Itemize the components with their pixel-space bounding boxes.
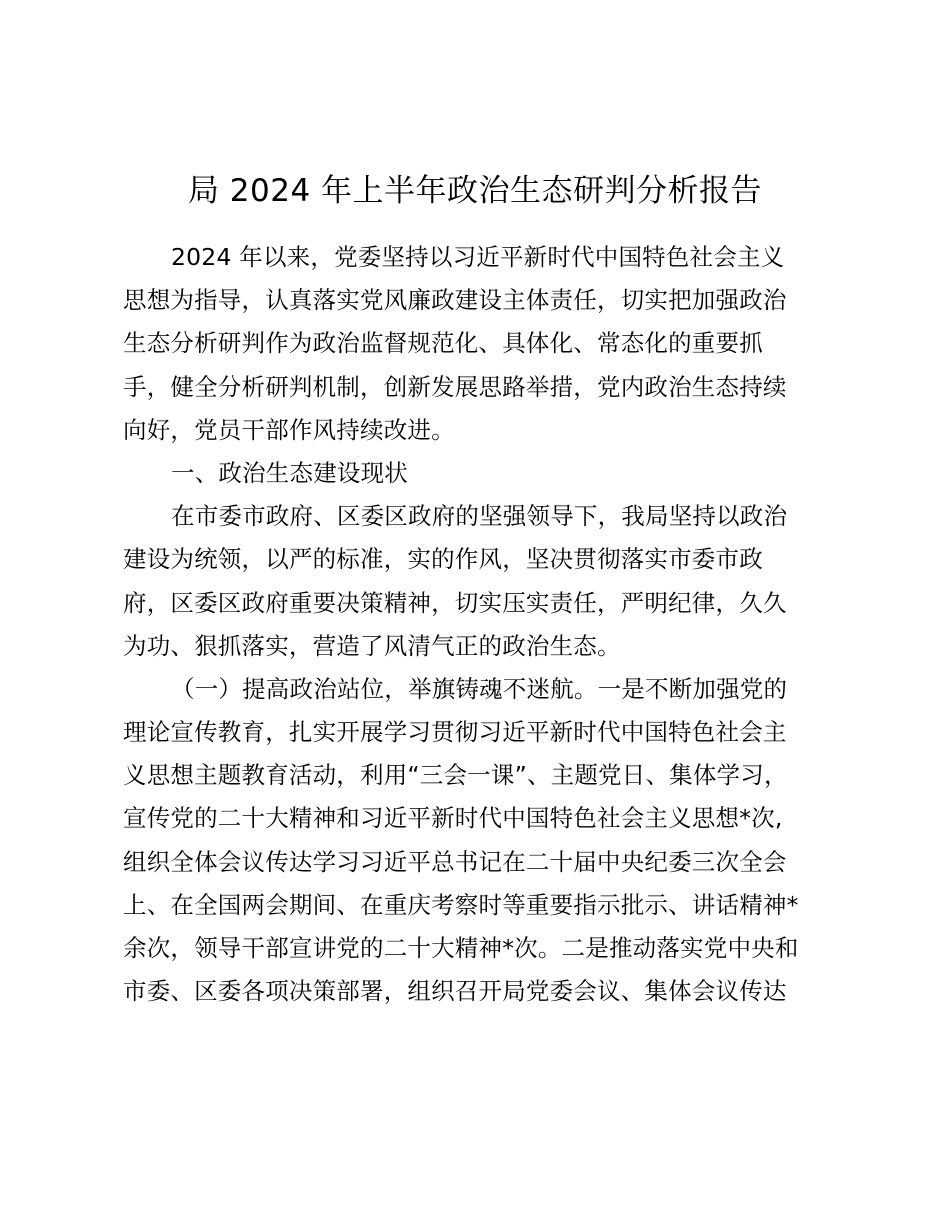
body-line-9: 府，区委区政府重要决策精神，切实压实责任，严明纪律，久久 (123, 588, 787, 617)
body-line-10: 为功、狠抓落实，营造了风清气正的政治生态。 (123, 631, 621, 660)
body-line-11: （一）提高政治站位，举旗铸魂不迷航。一是不断加强党的 (171, 674, 788, 703)
body-line-8: 建设为统领，以严的标准，实的作风，坚决贯彻落实市委市政 (123, 545, 763, 574)
document-body (123, 236, 843, 1013)
body-line-3: 生态分析研判作为政治监督规范化、具体化、常态化的重要抓 (123, 329, 763, 358)
body-line-18: 市委、区委各项决策部署，组织召开局党委会议、集体会议传达 (123, 977, 787, 1006)
body-line-12: 理论宣传教育，扎实开展学习贯彻习近平新时代中国特色社会主 (123, 718, 787, 747)
body-line-5: 向好，党员干部作风持续改进。 (123, 415, 455, 444)
body-line-16: 上、在全国两会期间、在重庆考察时等重要指示批示、讲话精神* (123, 890, 799, 919)
body-line-17: 余次，领导干部宣讲党的二十大精神*次。二是推动落实党中央和 (123, 934, 799, 962)
body-line-2: 思想为指导，认真落实党风廉政建设主体责任，切实把加强政治 (123, 286, 787, 315)
body-line-4: 手，健全分析研判机制，创新发展思路举措，党内政治生态持续 (123, 372, 787, 401)
body-line-15: 组织全体会议传达学习习近平总书记在二十届中央纪委三次全会 (123, 847, 787, 876)
document-title: 局 2024 年上半年政治生态研判分析报告 (187, 173, 763, 209)
body-line-1: 2024 年以来，党委坚持以习近平新时代中国特色社会主义 (171, 243, 785, 271)
body-line-7: 在市委市政府、区委区政府的坚强领导下，我局坚持以政治 (171, 502, 788, 531)
body-line-13: 义思想主题教育活动，利用“三会一课”、主题党日、集体学习， (123, 761, 788, 790)
body-line-14: 宣传党的二十大精神和习近平新时代中国特色社会主义思想*次, (123, 804, 783, 833)
section-heading-1: 一、政治生态建设现状 (171, 458, 408, 487)
